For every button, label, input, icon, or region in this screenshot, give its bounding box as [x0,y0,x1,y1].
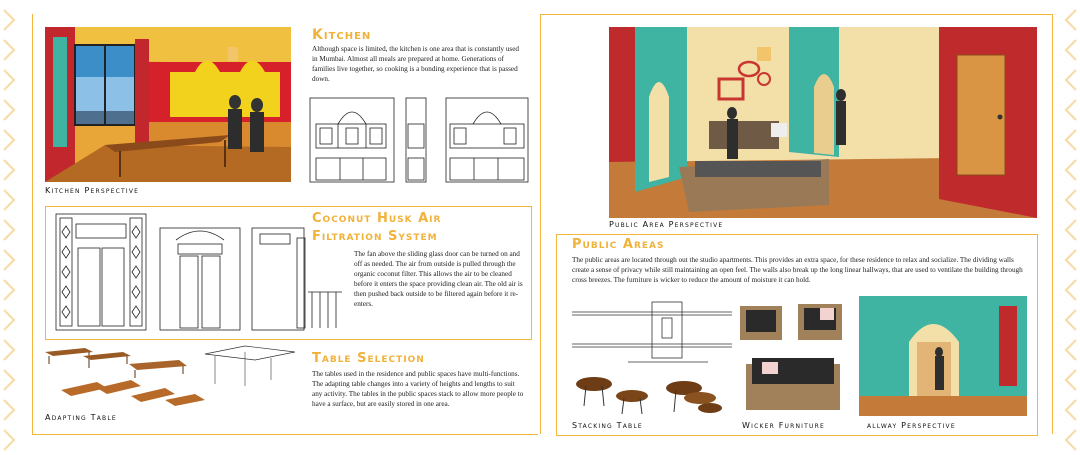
stacking-table-drawings [572,372,724,420]
coconut-filtration-drawings [52,212,344,334]
chevron-border-left [0,0,22,455]
public-areas-heading: Public Areas [572,237,665,252]
coconut-heading-line1: Coconut Husk Air [312,211,442,226]
public-area-perspective-caption: Public Area Perspective [609,220,724,229]
table-body: The tables used in the residence and public spaces have multi-functions. The adapting table changes into a variety of heights and lengths to suit any activity. The tables in the public spaces stack to allow more people to have a surface, but are easily stored in one area. [312,370,524,408]
kitchen-body: Although space is limited, the kitchen is one area that is constantly used in Mumbai. Almost all meals are prepared at home. Generations of families live together, so cooking is a bonding experience that is passed down. [312,45,519,83]
kitchen-perspective-image [45,27,291,182]
page-divider-right-top [540,14,1052,15]
wicker-furniture-drawings [736,296,848,416]
table-heading: Table Selection [312,351,425,366]
public-area-floor-plan [568,296,736,366]
page-divider-right [540,14,541,434]
page-divider-right-edge [1052,14,1053,434]
public-areas-body: The public areas are located through out the studio apartments. This provides an extra space, for these residence to relax and socialize. The dividing walls create a sense of privacy while still maintaining an open feel. The walls also break up the long linear hallways, that are used to ventilate the building through cross breezes. The furniture is wicker to reduce the amount of moisture it can hold. [572,256,1023,284]
allway-perspective-caption: allway Perspective [867,421,956,430]
stacking-table-caption: Stacking Table [572,421,643,430]
adapting-table-caption: Adapting Table [45,413,117,422]
coconut-body: The fan above the sliding glass door can be turned on and off as needed. The air from outside is pulled through the organic coconut filter. This allows the air to be cleaned before it enters the space providing clean air. The old air is then pushed back outside to be filtered again before it re-enters. [354,250,523,308]
wicker-furniture-caption: Wicker Furniture [742,421,825,430]
kitchen-elevation-drawings [308,94,530,186]
page-divider-left [32,14,33,434]
kitchen-heading: Kitchen [312,27,372,43]
kitchen-perspective-caption: Kitchen Perspective [45,186,140,195]
adapting-table-drawings [45,344,303,416]
chevron-border-right [1062,0,1080,455]
page-divider-left-bottom [32,434,538,435]
public-area-perspective-image [609,27,1037,218]
coconut-heading-line2: Filtration System [312,229,438,244]
allway-perspective-image [859,296,1027,416]
